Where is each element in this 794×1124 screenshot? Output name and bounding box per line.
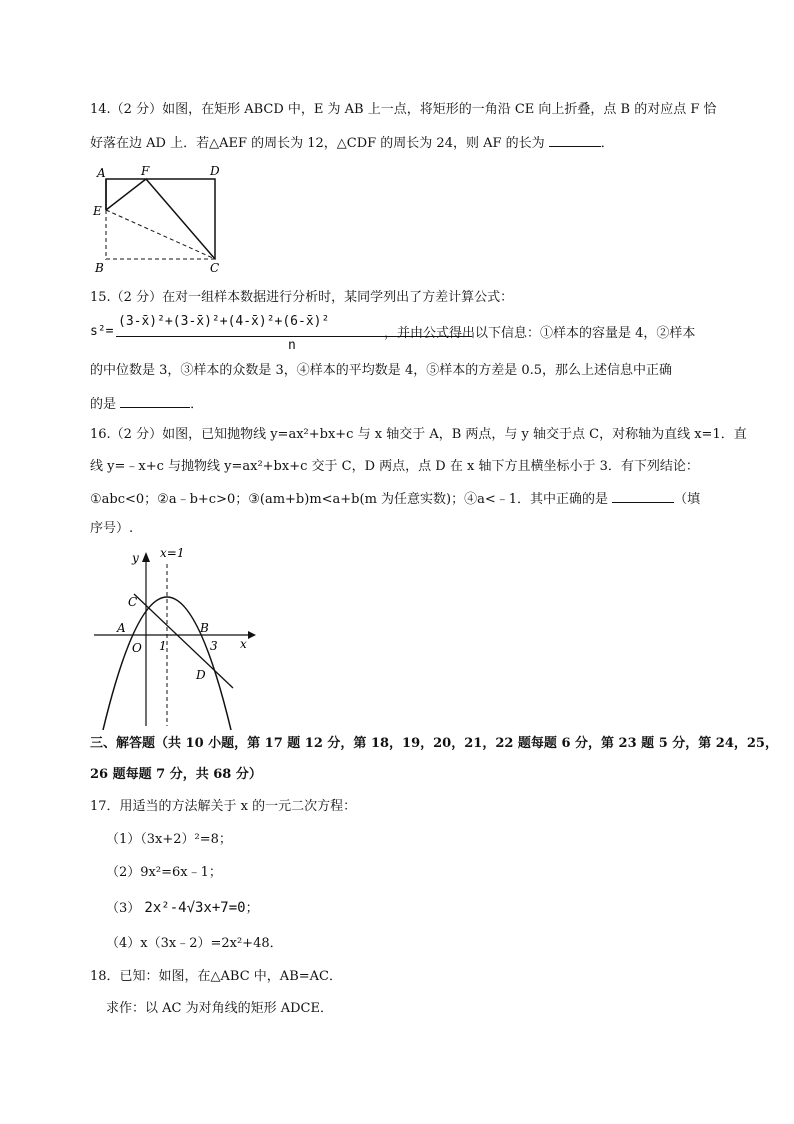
- q16-line4: 序号）.: [90, 521, 134, 536]
- label-c: C: [128, 595, 138, 609]
- q14-figure: [88, 160, 228, 280]
- x-axis-arrow: [248, 631, 256, 639]
- q17-part3: [106, 898, 746, 919]
- q15-line4-text: 的是: [90, 397, 117, 412]
- section3-heading-line1: 三、解答题（共 10 小题，第 17 题 12 分，第 18，19，20，21，22 题每题 6 分，第 23 题 5 分，第 24，25，: [90, 736, 778, 751]
- q18-task: 求作：以 AC 为对角线的矩形 ADCE．: [106, 1001, 333, 1016]
- q14-line1: 14.（2 分）如图，在矩形 ABCD 中，E 为 AB 上一点，将矩形的一角沿 CE 向上折叠，点 B 的对应点 F 恰: [90, 102, 717, 117]
- q16-line3: [90, 488, 730, 510]
- label-d: D: [196, 668, 206, 682]
- label-x: x: [240, 637, 247, 651]
- q15-line4-end: ．: [190, 397, 204, 412]
- label-a: A: [97, 166, 106, 180]
- label-c: C: [210, 261, 220, 275]
- q17-part2: （2）9x²=6x﹣1；: [106, 865, 222, 880]
- q14-line2-text: 好落在边 AD 上．若△AEF 的周长为 12，△CDF 的周长为 24，则 AF 的长为: [90, 136, 545, 151]
- y-axis-arrow: [142, 552, 150, 562]
- q17-stem: 17．用适当的方法解关于 x 的一元二次方程：: [90, 799, 357, 814]
- q15-line1: 15.（2 分）在对一组样本数据进行分析时，某同学列出了方差计算公式：: [90, 290, 514, 305]
- q17-part3-end: ；: [245, 901, 259, 916]
- label-d: D: [210, 164, 220, 178]
- label-o: O: [132, 641, 142, 655]
- formula-lhs: s²=: [90, 324, 114, 339]
- q15-answer-blank: [120, 393, 190, 408]
- variance-formula: [90, 314, 390, 358]
- label-one: 1: [159, 639, 167, 653]
- q16-answer-blank: [612, 488, 674, 503]
- q16-line2: 线 y=﹣x+c 与抛物线 y=ax²+bx+c 交于 C，D 两点，点 D 在 x 轴下方且横坐标小于 3．有下列结论：: [90, 459, 699, 474]
- segment-ef: [106, 179, 146, 210]
- label-b: B: [95, 261, 104, 275]
- q16-line3-end: （填: [674, 492, 701, 507]
- section3-heading-line2: 26 题每题 7 分，共 68 分）: [90, 767, 262, 782]
- q16-line3-text: ①abc<0；②a﹣b+c>0；③(am+b)m<a+b(m 为任意实数)；④a<﹣1．其中正确的是: [90, 492, 609, 507]
- q14-line2-end: ．: [600, 136, 614, 151]
- rectangle-abcd: [106, 179, 215, 259]
- q15-line4: [90, 393, 730, 415]
- label-x-equals-1: x=1: [160, 546, 185, 560]
- q17-part4: （4）x（3x﹣2）=2x²+48．: [106, 936, 283, 951]
- label-three: 3: [210, 639, 218, 653]
- q17-part1: （1）（3x+2）²=8；: [106, 832, 232, 847]
- q16-figure: [88, 544, 258, 730]
- formula-denominator: n: [288, 338, 296, 353]
- q16-line1: 16.（2 分）如图，已知抛物线 y=ax²+bx+c 与 x 轴交于 A，B 两点，与 y 轴交于点 C，对称轴为直线 x=1．直: [90, 427, 747, 442]
- label-f: F: [141, 164, 150, 178]
- label-b: B: [200, 621, 209, 635]
- q14-answer-blank: [549, 132, 601, 147]
- q17-part3-label: （3）: [106, 901, 141, 916]
- formula-numerator: (3-x̄)²+(3-x̄)²+(4-x̄)²+(6-x̄)²: [118, 314, 330, 329]
- line-cd: [134, 594, 233, 688]
- label-e: E: [93, 204, 102, 218]
- label-a: A: [117, 621, 126, 635]
- q15-line3: 的中位数是 3，③样本的众数是 3，④样本的平均数是 4，⑤样本的方差是 0.5，那么上述信息中正确: [90, 363, 673, 378]
- q14-line2: [90, 132, 730, 154]
- label-y: y: [132, 551, 139, 565]
- q15-line2-rest: ，并由公式得出以下信息：①样本的容量是 4，②样本: [384, 326, 696, 341]
- segment-ec-dashed: [106, 210, 215, 259]
- segment-fc: [146, 179, 215, 259]
- q18-stem: 18．已知：如图，在△ABC 中，AB=AC．: [90, 969, 342, 984]
- q17-part3-equation: 2x²-4√3x+7=0: [144, 900, 246, 916]
